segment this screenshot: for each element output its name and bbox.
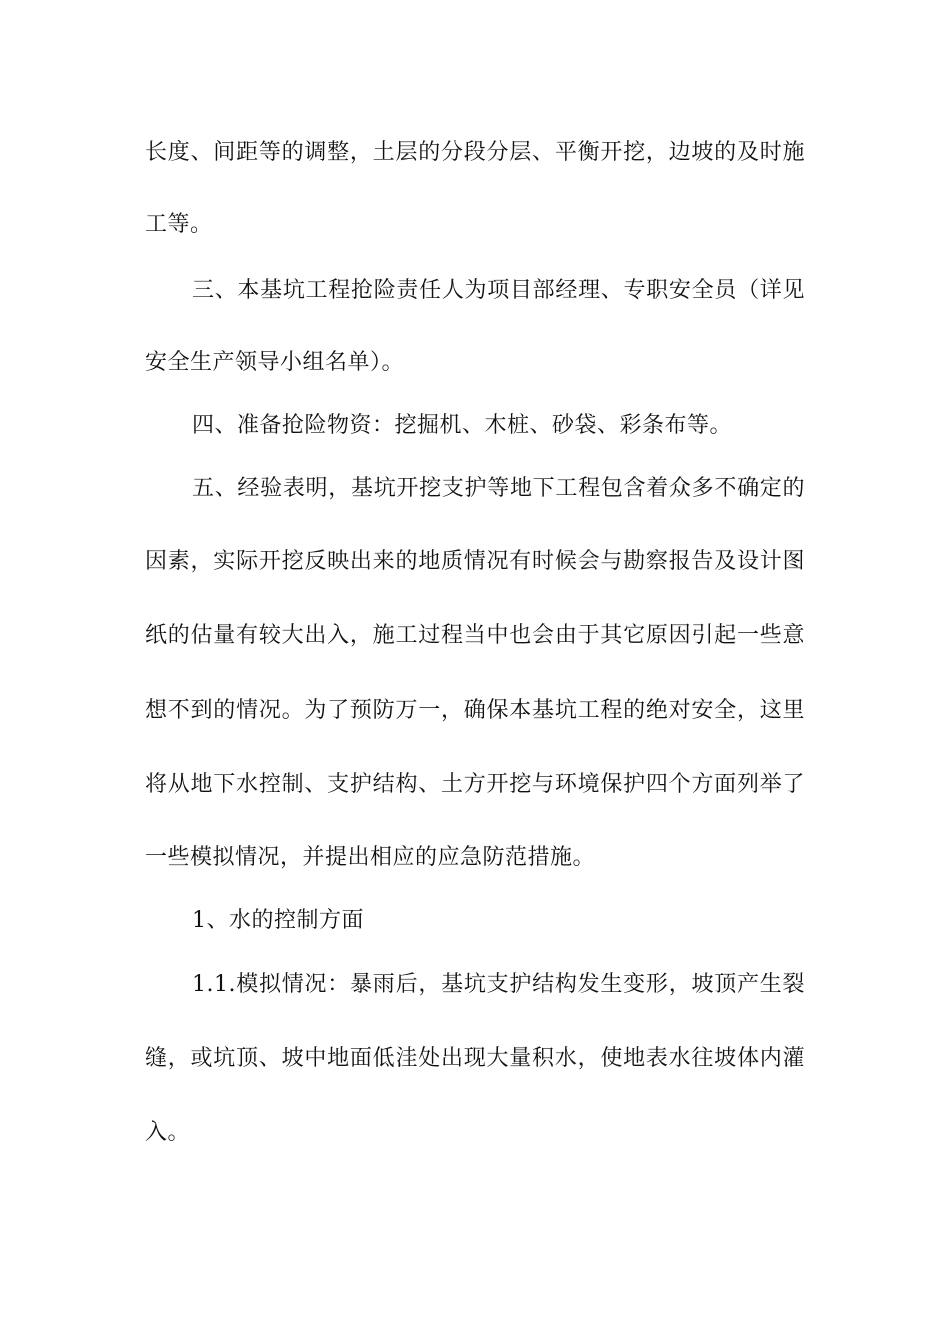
- text-line: 因素，实际开挖反映出来的地质情况有时候会与勘察报告及设计图: [145, 549, 805, 574]
- text-line: 三、本基坑工程抢险责任人为项目部经理、专职安全员（详见: [192, 278, 805, 303]
- text-line: 一些模拟情况，并提出相应的应急防范措施。: [145, 845, 596, 870]
- text-line: 想不到的情况。为了预防万一，确保本基坑工程的绝对安全，这里: [145, 698, 805, 723]
- text-line: 将从地下水控制、支护结构、土方开挖与环境保护四个方面列举了: [145, 772, 805, 797]
- text-line: 缝，或坑顶、坡中地面低洼处出现大量积水，使地表水往坡体内灌: [145, 1046, 805, 1071]
- text-line: 1、水的控制方面: [192, 908, 364, 933]
- text-line: 纸的估量有较大出入，施工过程当中也会由于其它原因引起一些意: [145, 623, 805, 648]
- text-line: 四、准备抢险物资：挖掘机、木桩、砂袋、彩条布等。: [192, 413, 733, 438]
- text-line: 安全生产领导小组名单）。: [145, 350, 405, 375]
- text-line: 长度、间距等的调整，土层的分段分层、平衡开挖，边坡的及时施: [145, 140, 805, 165]
- text-line: 五、经验表明，基坑开挖支护等地下工程包含着众多不确定的: [192, 476, 805, 501]
- text-line: 入。: [145, 1120, 191, 1145]
- text-line: 1.1.模拟情况：暴雨后，基坑支护结构发生变形，坡顶产生裂: [192, 972, 805, 997]
- text-line: 工等。: [145, 212, 213, 237]
